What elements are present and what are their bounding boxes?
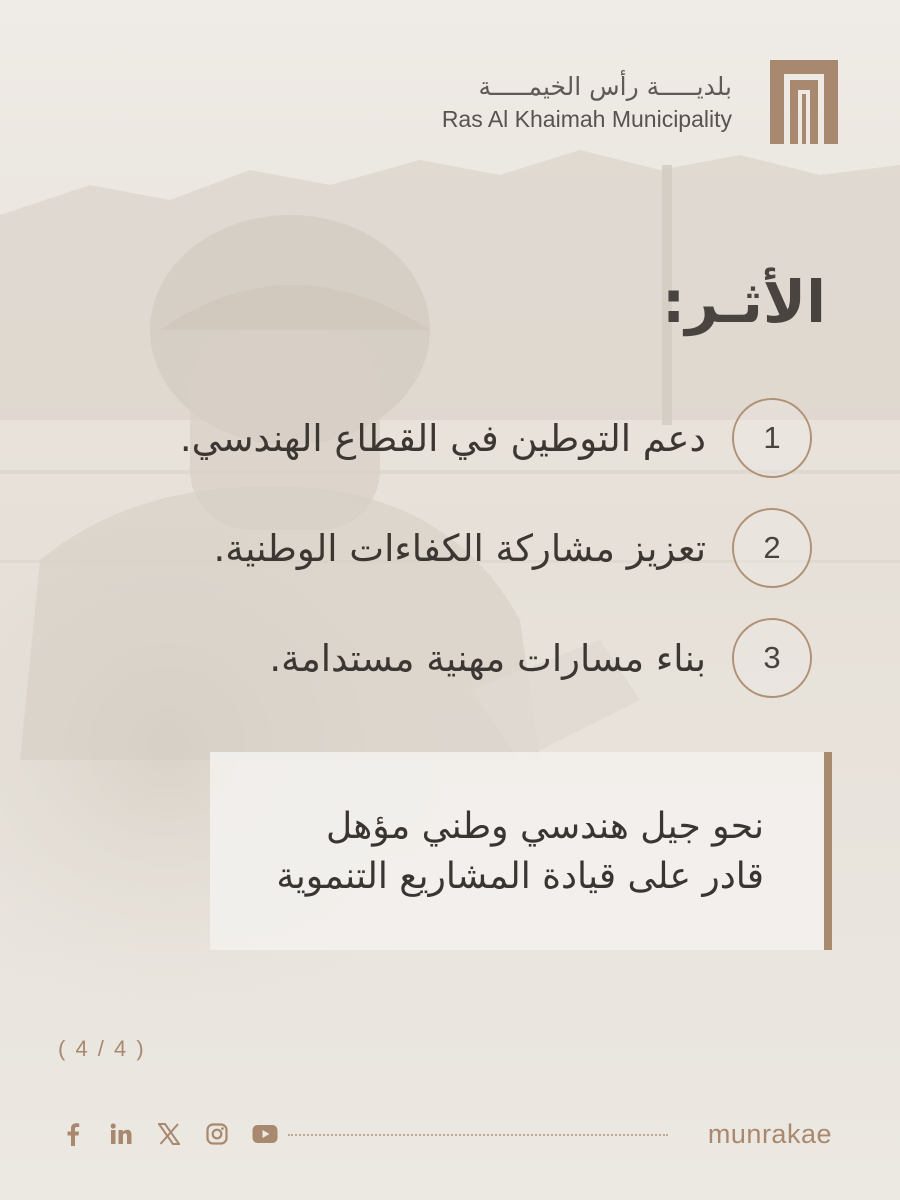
quote-line: نحو جيل هندسي وطني مؤهل	[326, 806, 764, 847]
brand-name-english: Ras Al Khaimah Municipality	[441, 105, 732, 132]
impact-item	[213, 508, 812, 588]
brand-name-arabic: بلديـــــة رأس الخيمـــــة	[478, 71, 732, 101]
impact-item-text: تعزيز مشاركة الكفاءات الوطنية.	[213, 526, 706, 570]
item-number-badge: 2	[732, 508, 812, 588]
quote-line: قادر على قيادة المشاريع التنموية	[276, 856, 764, 898]
instagram-icon[interactable]	[204, 1121, 230, 1147]
footer	[0, 1115, 900, 1155]
social-handle[interactable]: munrakae	[707, 1119, 832, 1149]
fort-emblem-icon	[766, 60, 842, 144]
brand-text	[442, 72, 732, 133]
section-heading: الأثـر:	[662, 268, 826, 336]
x-icon[interactable]	[156, 1121, 182, 1147]
facebook-icon[interactable]	[60, 1121, 86, 1147]
social-links	[60, 1121, 278, 1147]
impact-item-text: دعم التوطين في القطاع الهندسي.	[179, 416, 706, 460]
impact-item	[269, 618, 812, 698]
impact-item-text: بناء مسارات مهنية مستدامة.	[269, 636, 706, 680]
linkedin-icon[interactable]	[108, 1121, 134, 1147]
impact-item	[180, 398, 812, 478]
item-number-badge: 1	[732, 398, 812, 478]
quote-text	[276, 802, 764, 903]
page-indicator: ( 4 / 4 )	[58, 1036, 146, 1061]
footer-divider	[288, 1134, 668, 1136]
quote-box	[210, 752, 832, 950]
municipality-logo	[442, 60, 842, 144]
item-number-badge: 3	[732, 618, 812, 698]
youtube-icon[interactable]	[252, 1121, 278, 1147]
